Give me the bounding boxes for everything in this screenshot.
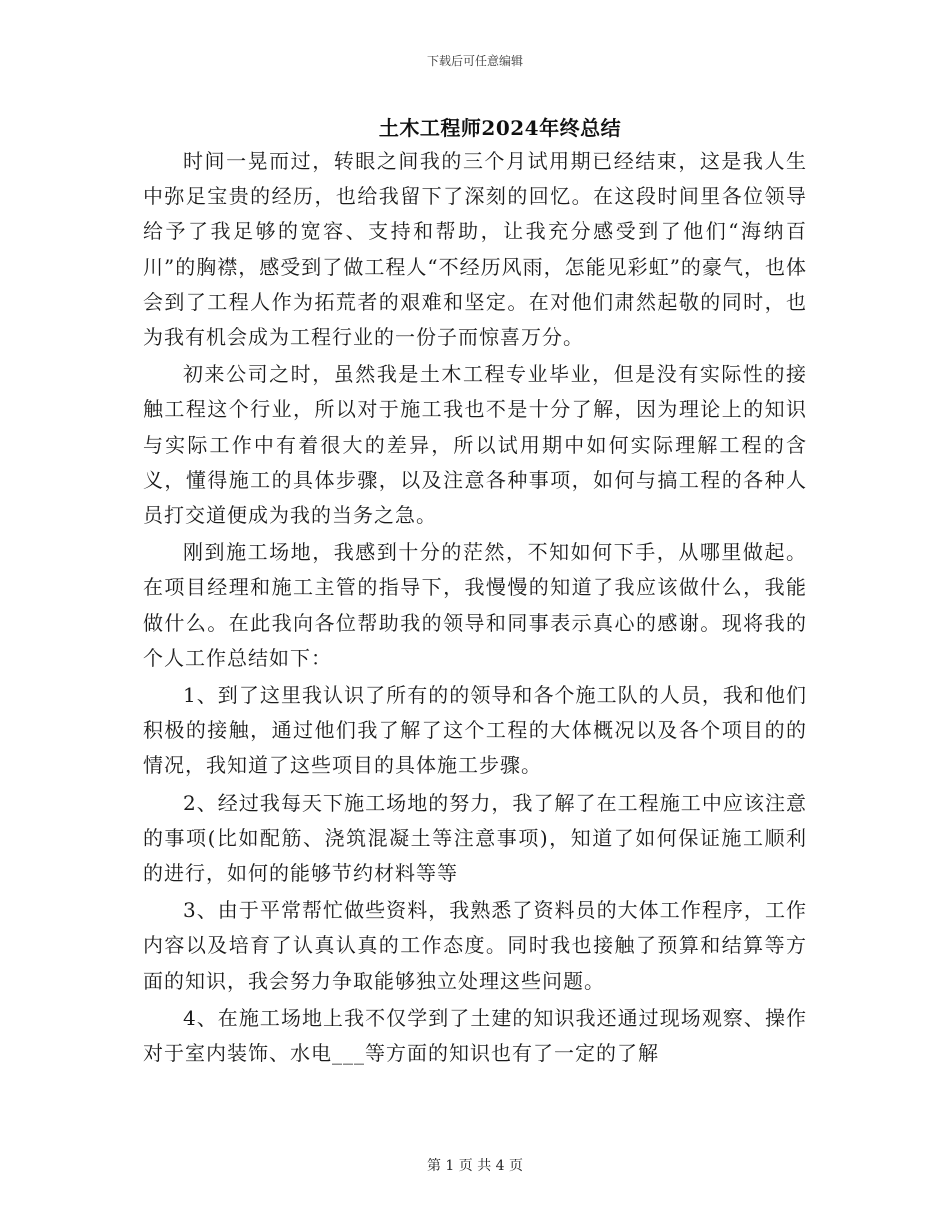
paragraph-arrival: 初来公司之时，虽然我是土木工程专业毕业，但是没有实际性的接触工程这个行业，所以对于施工我也不是十分了解，因为理论上的知识与实际工作中有着很大的差异，所以试用期中如何实际理解工程的含义，懂得施工的具体步骤，以及注意各种事项，如何与搞工程的各种人员打交道便成为我的当务之急。: [143, 362, 807, 528]
paragraph-site: 刚到施工场地，我感到十分的茫然，不知如何下手，从哪里做起。在项目经理和施工主管的指导下，我慢慢的知道了我应该做什么，我能做什么。在此我向各位帮助我的领导和同事表示真心的感谢。现将我的个人工作总结如下：: [143, 540, 807, 670]
paragraph-item-4: 4、在施工场地上我不仅学到了土建的知识我还通过现场观察、操作对于室内装饰、水电___等方面的知识也有了一定的了解: [143, 1005, 807, 1066]
header-note: 下载后可任意编辑: [426, 54, 523, 68]
paragraph-intro: 时间一晃而过，转眼之间我的三个月试用期已经结束，这是我人生中弥足宝贵的经历，也给我留下了深刻的回忆。在这段时间里各位领导给予了我足够的宽容、支持和帮助，让我充分感受到了他们“海纳百川”的胸襟，感受到了做工程人“不经历风雨，怎能见彩虹”的豪气，也体会到了工程人作为拓荒者的艰难和坚定。在对他们肃然起敬的同时，也为我有机会成为工程行业的一份子而惊喜万分。: [143, 149, 807, 350]
paragraph-item-1: 1、到了这里我认识了所有的的领导和各个施工队的人员，我和他们积极的接触，通过他们我了解了这个工程的大体概况以及各个项目的的情况，我知道了这些项目的具体施工步骤。: [143, 683, 807, 778]
paragraph-item-2: 2、经过我每天下施工场地的努力，我了解了在工程施工中应该注意的事项(比如配筋、浇筑混凝土等注意事项)，知道了如何保证施工顺利的进行，如何的能够节约材料等等: [143, 790, 807, 886]
document-body: [143, 144, 807, 1071]
paragraph-item-3: 3、由于平常帮忙做些资料，我熟悉了资料员的大体工作程序，工作内容以及培育了认真认真的工作态度。同时我也接触了预算和结算等方面的知识，我会努力争取能够独立处理这些问题。: [143, 898, 807, 993]
document-title: 土木工程师2024年终总结: [378, 116, 622, 140]
page-number: 第 1 页 共 4 页: [426, 1158, 524, 1174]
